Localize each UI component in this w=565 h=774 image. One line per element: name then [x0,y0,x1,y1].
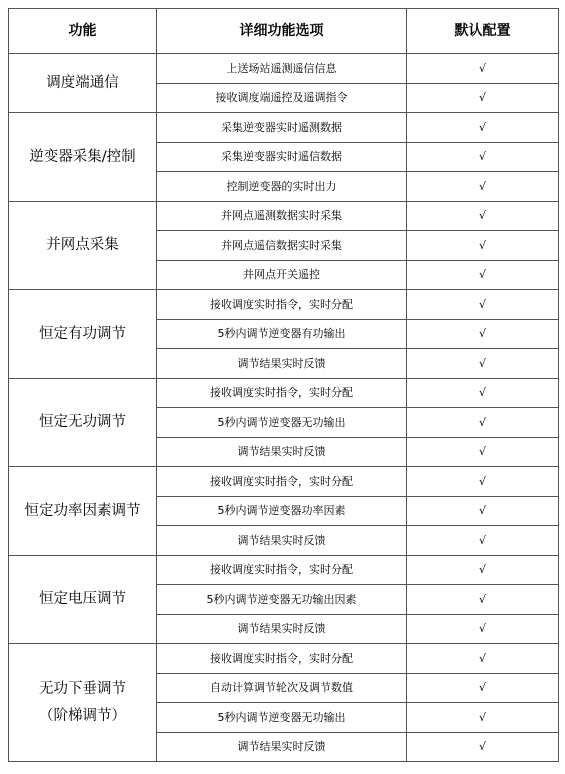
detail-option: 接收调度端遥控及遥调指令 [157,83,407,113]
detail-option: 采集逆变器实时遥测数据 [157,113,407,143]
function-name: 恒定电压调节 [9,555,157,644]
function-name: 无功下垂调节 （阶梯调节） [9,644,157,762]
detail-option: 5秒内调节逆变器有功输出 [157,319,407,349]
table-row [9,467,559,497]
table-row [9,290,559,320]
detail-option: 调节结果实时反馈 [157,732,407,762]
detail-option: 接收调度实时指令，实时分配 [157,467,407,497]
default-checkmark: √ [407,83,559,113]
default-checkmark: √ [407,408,559,438]
default-checkmark: √ [407,437,559,467]
function-name: 恒定有功调节 [9,290,157,379]
table-header [9,9,559,54]
default-checkmark: √ [407,732,559,762]
detail-option: 调节结果实时反馈 [157,437,407,467]
default-checkmark: √ [407,703,559,733]
detail-option: 5秒内调节逆变器无功输出 [157,703,407,733]
default-checkmark: √ [407,54,559,84]
header-detail-options: 详细功能选项 [157,9,407,54]
table-row [9,555,559,585]
default-checkmark: √ [407,555,559,585]
header-default-config: 默认配置 [407,9,559,54]
header-row [9,9,559,54]
detail-option: 并网点遥信数据实时采集 [157,231,407,261]
default-checkmark: √ [407,113,559,143]
table-row [9,54,559,84]
default-checkmark: √ [407,467,559,497]
default-checkmark: √ [407,201,559,231]
table-row [9,113,559,143]
function-name: 调度端通信 [9,54,157,113]
default-checkmark: √ [407,673,559,703]
detail-option: 5秒内调节逆变器无功输出因素 [157,585,407,615]
function-name: 恒定功率因素调节 [9,467,157,556]
detail-option: 接收调度实时指令，实时分配 [157,644,407,674]
default-checkmark: √ [407,172,559,202]
table-row [9,644,559,674]
detail-option: 调节结果实时反馈 [157,614,407,644]
detail-option: 接收调度实时指令，实时分配 [157,378,407,408]
default-checkmark: √ [407,585,559,615]
default-checkmark: √ [407,290,559,320]
default-checkmark: √ [407,231,559,261]
detail-option: 上送场站遥测遥信信息 [157,54,407,84]
detail-option: 并网点开关遥控 [157,260,407,290]
default-checkmark: √ [407,349,559,379]
default-checkmark: √ [407,644,559,674]
default-checkmark: √ [407,260,559,290]
default-checkmark: √ [407,142,559,172]
detail-option: 调节结果实时反馈 [157,526,407,556]
default-checkmark: √ [407,526,559,556]
detail-option: 接收调度实时指令，实时分配 [157,290,407,320]
detail-option: 自动计算调节轮次及调节数值 [157,673,407,703]
default-checkmark: √ [407,378,559,408]
function-name: 恒定无功调节 [9,378,157,467]
function-name: 并网点采集 [9,201,157,290]
function-name: 逆变器采集/控制 [9,113,157,202]
table-row [9,378,559,408]
header-function: 功能 [9,9,157,54]
function-config-table [8,8,559,762]
detail-option: 5秒内调节逆变器无功输出 [157,408,407,438]
detail-option: 5秒内调节逆变器功率因素 [157,496,407,526]
detail-option: 采集逆变器实时遥信数据 [157,142,407,172]
table-body [9,54,559,762]
default-checkmark: √ [407,614,559,644]
detail-option: 并网点遥测数据实时采集 [157,201,407,231]
default-checkmark: √ [407,496,559,526]
detail-option: 调节结果实时反馈 [157,349,407,379]
default-checkmark: √ [407,319,559,349]
detail-option: 控制逆变器的实时出力 [157,172,407,202]
table-row [9,201,559,231]
detail-option: 接收调度实时指令，实时分配 [157,555,407,585]
